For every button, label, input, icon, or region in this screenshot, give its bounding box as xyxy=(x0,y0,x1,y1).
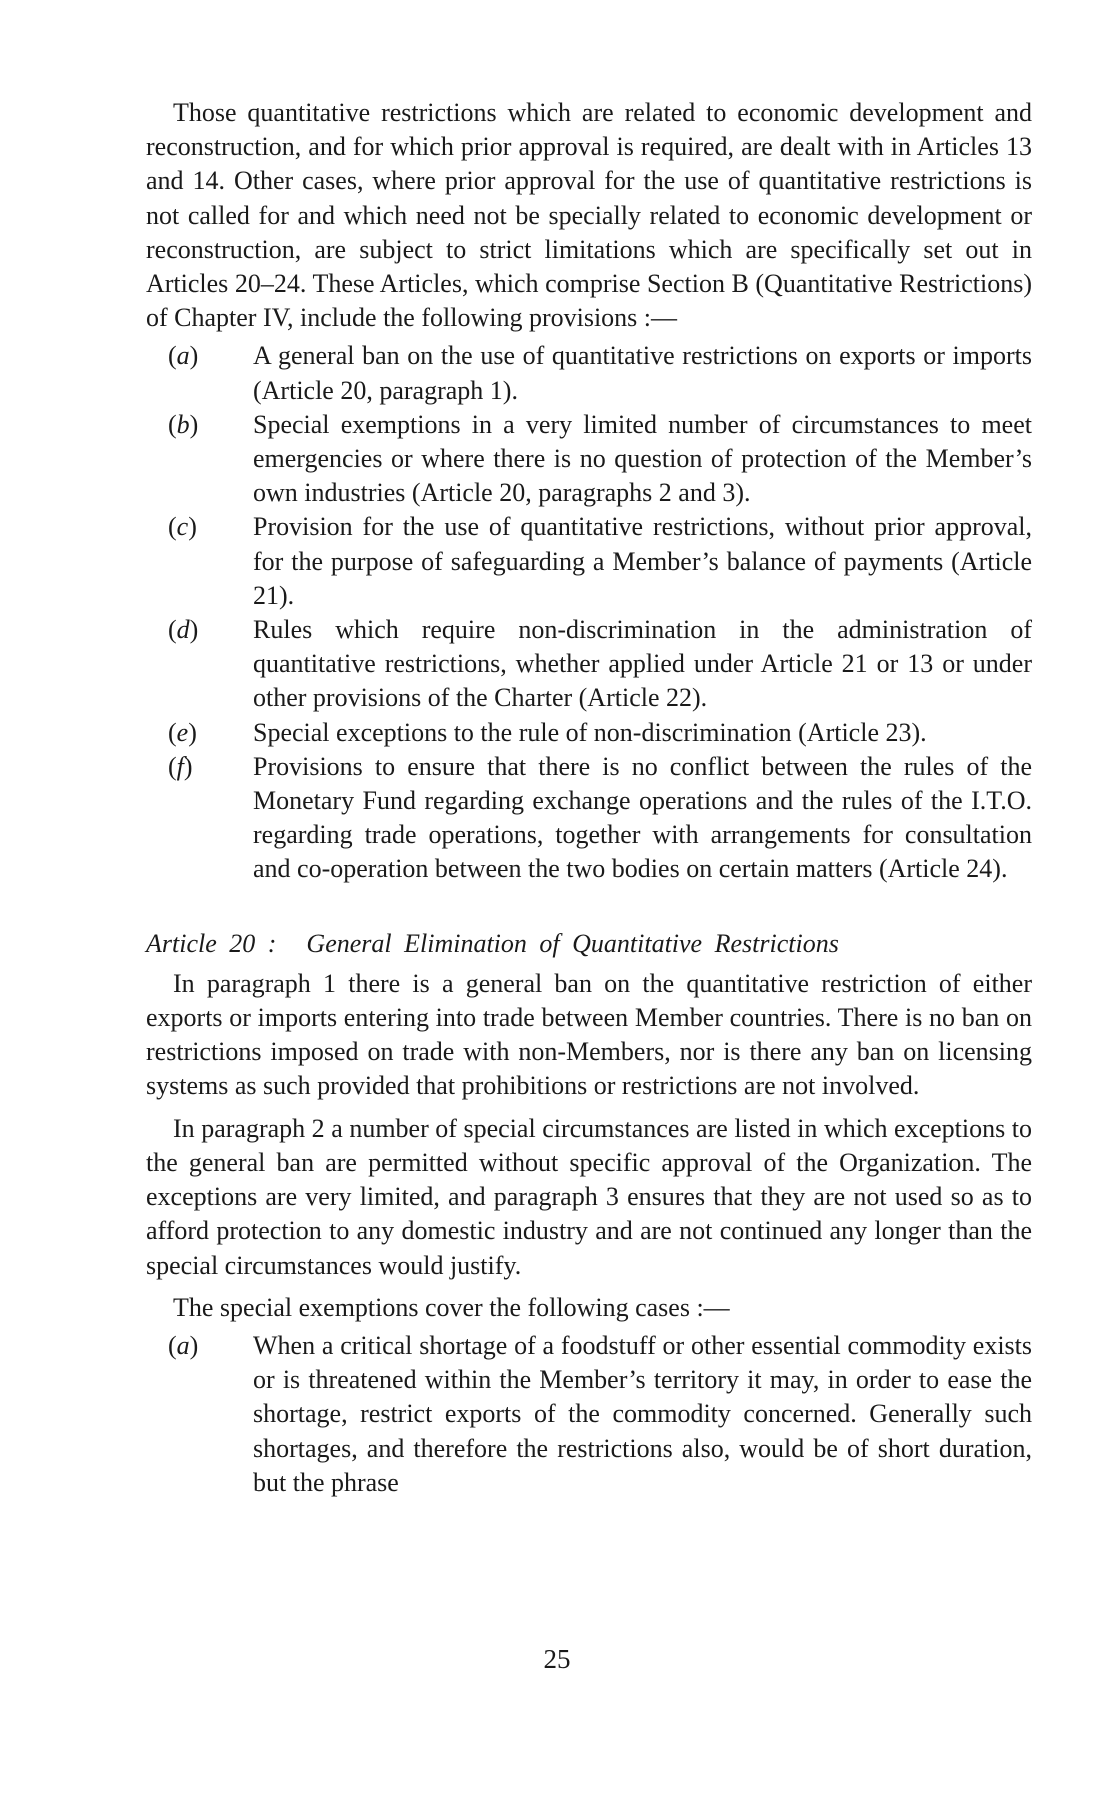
list-marker: (c) xyxy=(168,512,197,542)
list-marker: (b) xyxy=(168,409,199,439)
list-item-text: Provision for the use of quantitative restrictions, without prior approval, for the purpose of safeguarding a Member’s balance of payments (Article 21). xyxy=(253,512,1032,610)
list-item-text: Special exemptions in a very limited number of circumstances to meet emergencies or where there is no question of protection of the Member’s own industries (Article 20, paragraphs 2 and 3). xyxy=(253,409,1032,508)
intro-paragraph: Those quantitative restrictions which are related to economic development and reconstruction, and for which prior approval is required, are dealt with in Articles 13 and 14. Other cases, where prior approval for the use of quantitative restrictions is not called for and which need not be specially related to economic development or reconstruction, are subject to strict limitations which are specifically set out in Articles 20–24. These Articles, which comprise Section B (Quantitative Restrictions) of Chapter IV, include the following provisions :— xyxy=(146,98,1032,333)
list-marker: (d) xyxy=(168,615,199,645)
article-heading xyxy=(146,927,1032,961)
provisions-list xyxy=(146,339,1032,886)
body-paragraph: In paragraph 2 a number of special circumstances are listed in which exceptions to the general ban are permitted without specific approval of the Organization. The exceptions are very limited, and paragraph 3 ensures that they are not used so as to afford protection to any domestic industry and are not continued any longer than the special circumstances would justify. xyxy=(146,1113,1032,1280)
list-item xyxy=(146,339,1032,407)
list-item xyxy=(146,408,1032,511)
list-item-text: A general ban on the use of quantitative restrictions on exports or imports (Article 20, paragraph 1). xyxy=(253,341,1032,405)
body-paragraph: The special exemptions cover the following cases :— xyxy=(173,1292,730,1322)
exemptions-list xyxy=(146,1329,1032,1500)
list-item xyxy=(146,510,1032,613)
article-label: Article 20 : xyxy=(146,928,277,958)
body-paragraph: In paragraph 1 there is a general ban on the quantitative restriction of either exports or imports entering into trade between Member countries. There is no ban on restrictions imposed on trade with non-Members, nor is there any ban on licensing systems as such provided that prohibitions or restrictions are not involved. xyxy=(146,968,1032,1101)
list-item xyxy=(146,716,1032,750)
list-item-text: Rules which require non-discrimination in the administration of quantitative restrictions, whether applied under Article 21 or 13 or under other provisions of the Charter (Article 22). xyxy=(253,615,1032,713)
article-title: General Elimination of Quantitative Restrictions xyxy=(306,928,839,958)
list-item-text: Special exceptions to the rule of non-discrimination (Article 23). xyxy=(253,717,927,747)
list-item xyxy=(146,613,1032,716)
list-marker: (e) xyxy=(168,717,197,747)
list-item xyxy=(146,750,1032,887)
page-number: 25 xyxy=(543,1644,571,1674)
list-marker: (a) xyxy=(168,341,199,371)
list-marker: (f) xyxy=(168,751,193,781)
page-content xyxy=(146,96,1032,1500)
list-item-text: Provisions to ensure that there is no conflict between the rules of the Monetary Fund regarding exchange operations and the rules of the I.T.O. regarding trade operations, together with arrangements for consultation and co-operation between the two bodies on certain matters (Article 24). xyxy=(253,751,1032,884)
list-item-text: When a critical shortage of a foodstuff or other essential commodity exists or is threatened within the Member’s territory it may, in order to ease the shortage, restrict exports of the commodity concerned. Generally such shortages, and therefore the restrictions also, would be of short duration, but the phrase xyxy=(253,1330,1032,1497)
list-item xyxy=(146,1329,1032,1500)
list-marker: (a) xyxy=(168,1330,199,1360)
